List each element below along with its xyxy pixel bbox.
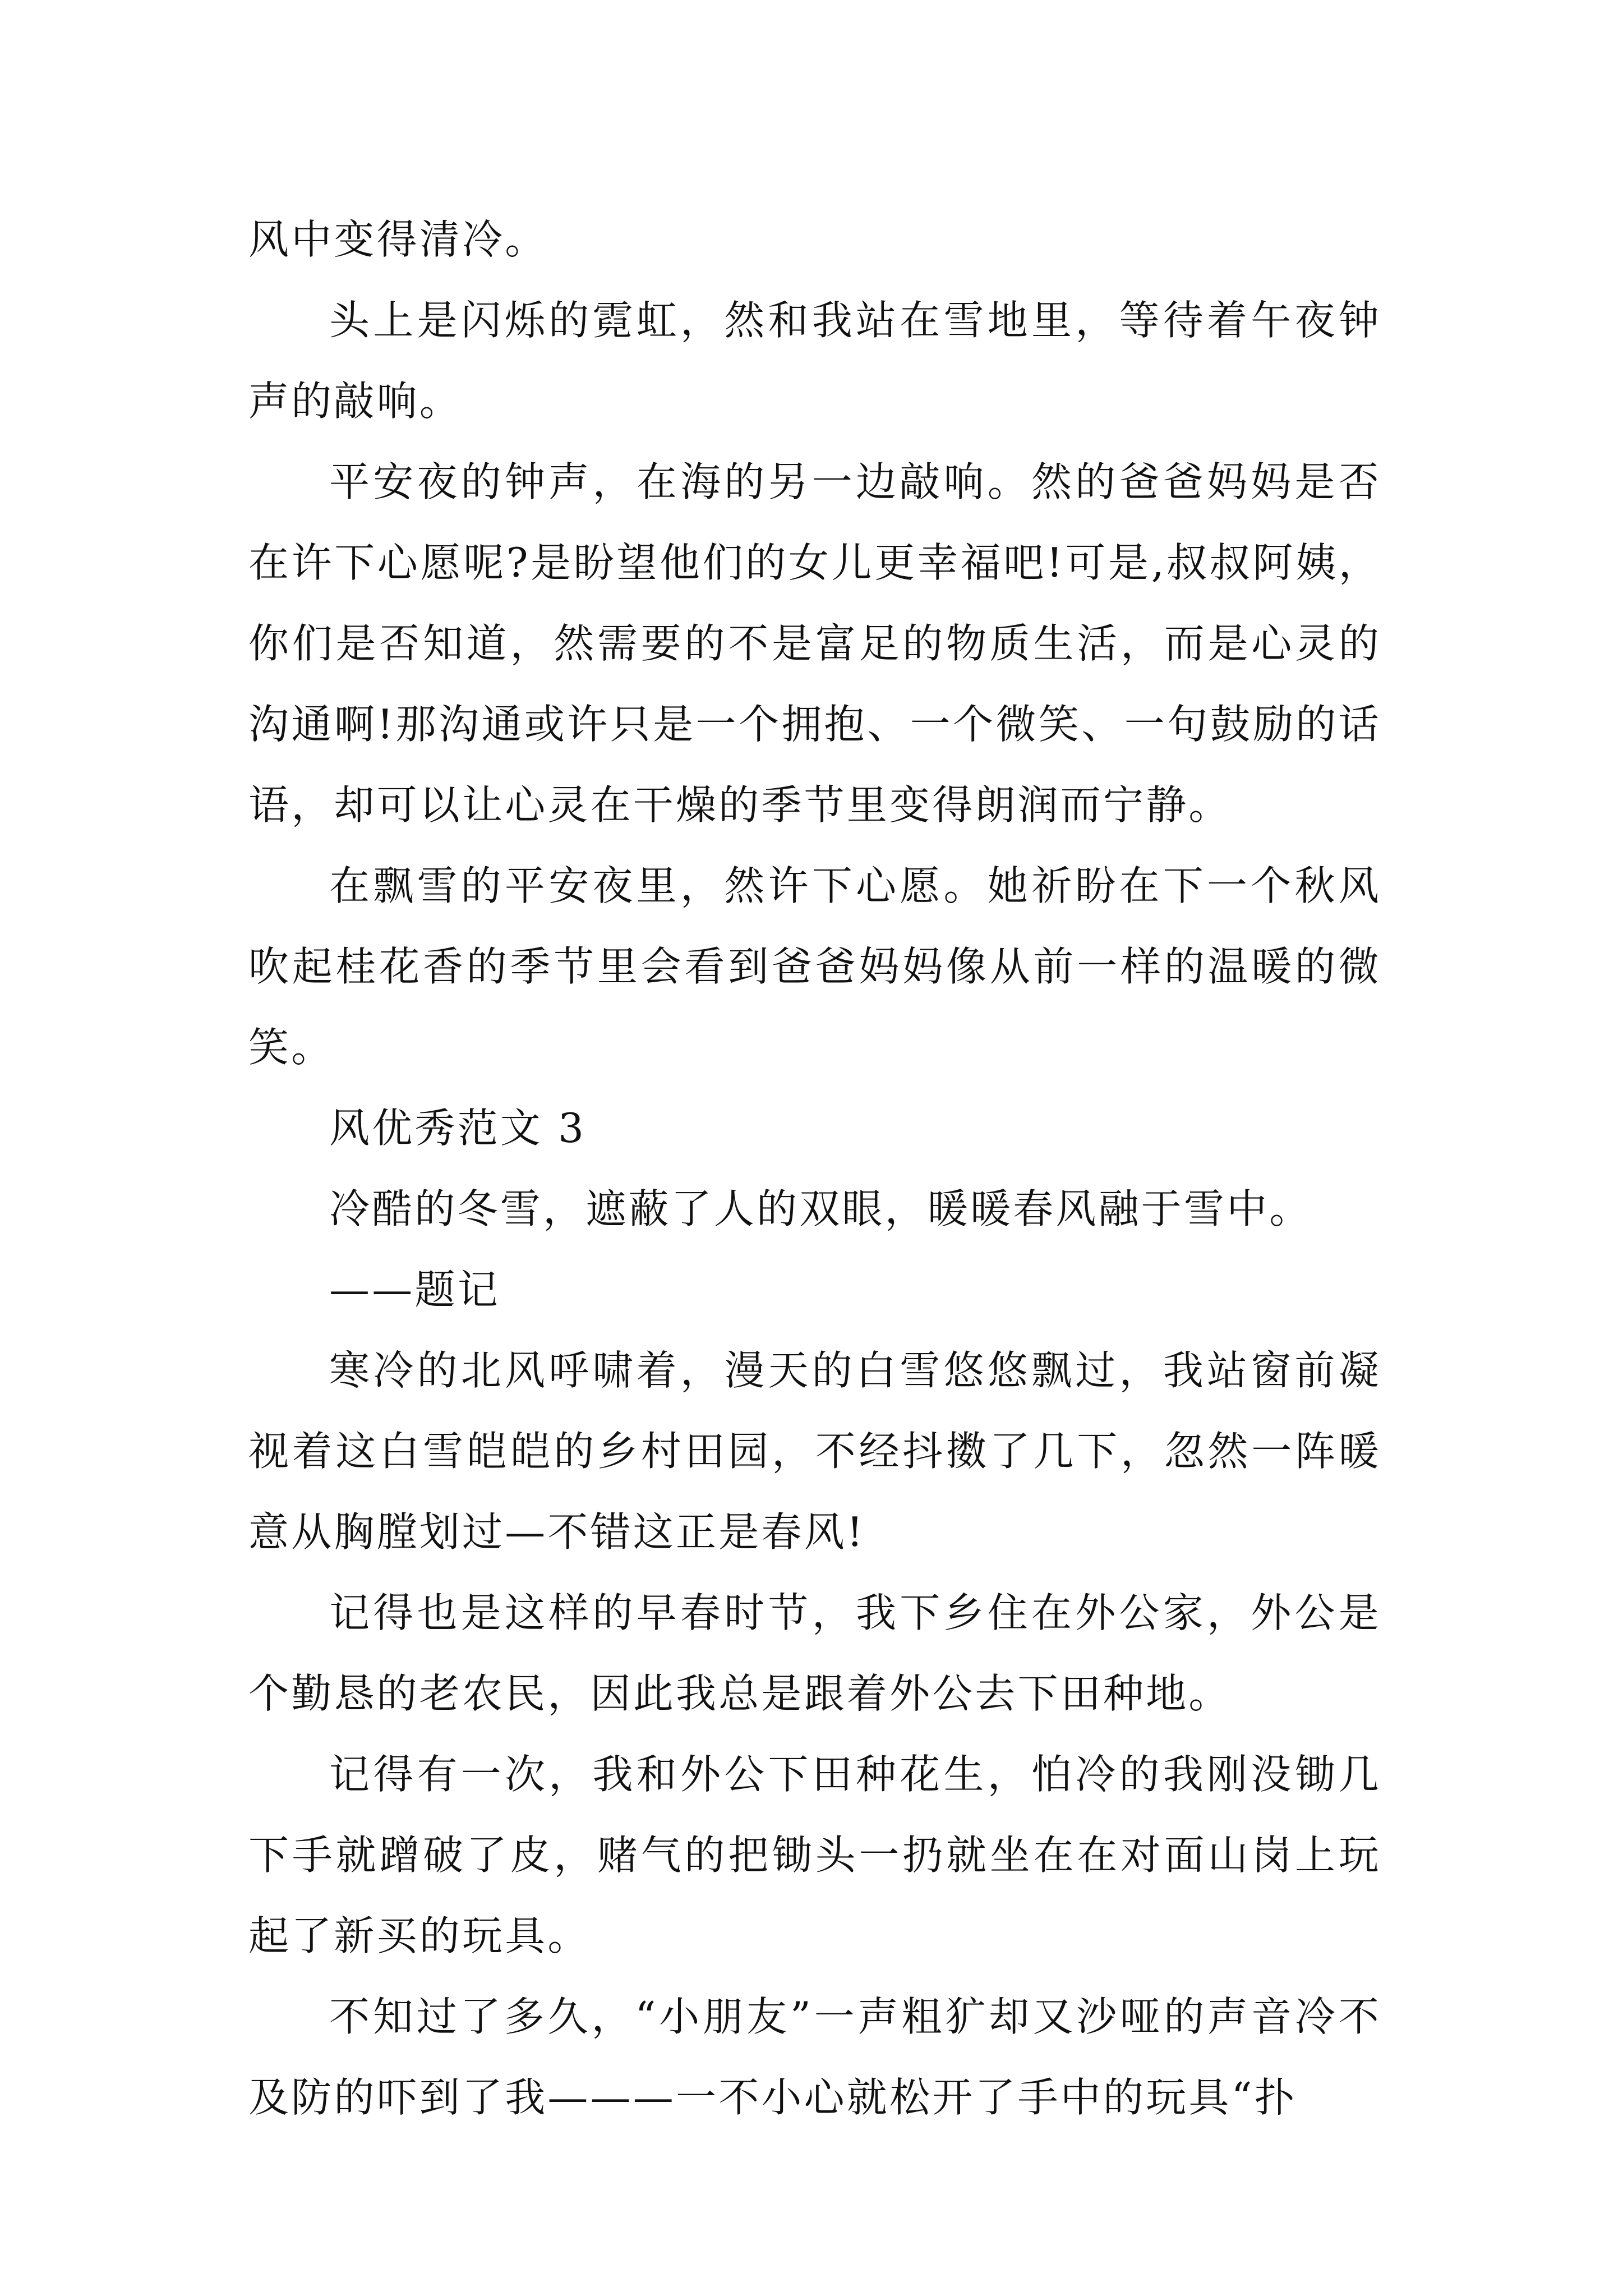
paragraph-7: 记得有一次，我和外公下田种花生，怕冷的我刚没锄几下手就蹭破了皮，赌气的把锄头一扔就坐在在对面山岗上玩起了新买的玩具。 bbox=[248, 1751, 1381, 1959]
paragraph-5: 寒冷的北风呼啸着，漫天的白雪悠悠飘过，我站窗前凝视着这白雪皑皑的乡村田园，不经抖擞了几下，忽然一阵暖意从胸膛划过—不错这正是春风! bbox=[248, 1347, 1381, 1556]
paragraph-8: 不知过了多久，“小朋友”一声粗犷却又沙哑的声音冷不及防的吓到了我———一不小心就松开了手中的玩具“扑 bbox=[248, 1993, 1381, 2121]
paragraph-4: 在飘雪的平安夜里，然许下心愿。她祈盼在下一个秋风吹起桂花香的季节里会看到爸爸妈妈像从前一样的温暖的微笑。 bbox=[248, 862, 1381, 1071]
epigraph: 冷酷的冬雪，遮蔽了人的双眼，暖暖春风融于雪中。 bbox=[329, 1185, 1312, 1232]
epigraph-attribution: ——题记 bbox=[329, 1266, 500, 1313]
paragraph-6: 记得也是这样的早春时节，我下乡住在外公家，外公是个勤恳的老农民，因此我总是跟着外公去下田种地。 bbox=[248, 1589, 1381, 1717]
body-text bbox=[248, 199, 1381, 2138]
paragraph-1: 风中变得清冷。 bbox=[248, 216, 548, 263]
section-heading: 风优秀范文 3 bbox=[329, 1105, 587, 1152]
paragraph-3: 平安夜的钟声，在海的另一边敲响。然的爸爸妈妈是否在许下心愿呢?是盼望他们的女儿更幸福吧!可是,叔叔阿姨，你们是否知道，然需要的不是富足的物质生活，而是心灵的沟通啊!那沟通或许只是一个拥抱、一个微笑、一句鼓励的话语，却可以让心灵在干燥的季节里变得朗润而宁静。 bbox=[248, 458, 1381, 829]
paragraph-2: 头上是闪烁的霓虹，然和我站在雪地里，等待着午夜钟声的敲响。 bbox=[248, 297, 1381, 425]
